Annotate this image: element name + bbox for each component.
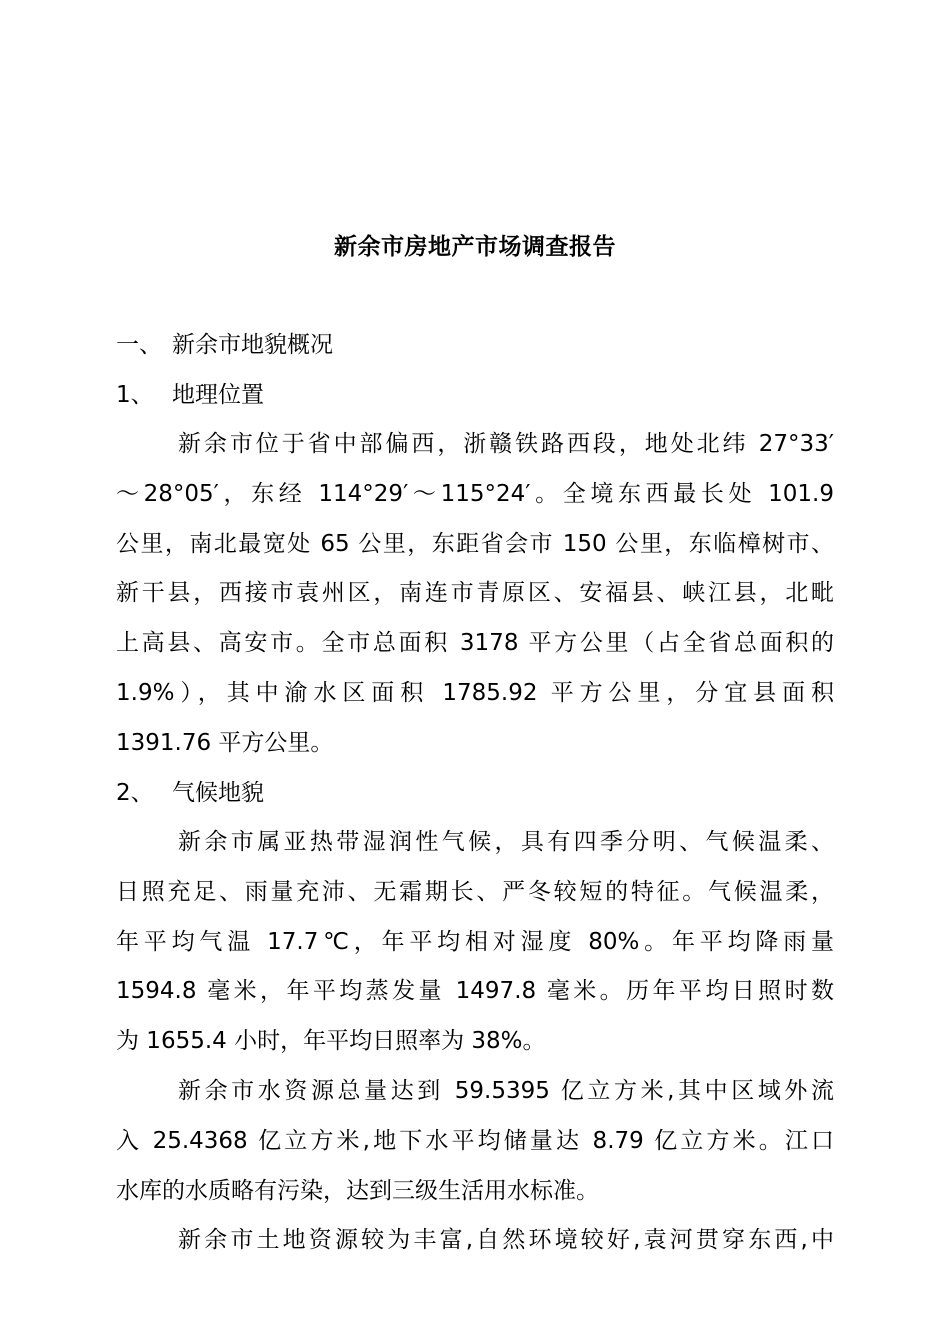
text-line: 新干县，西接市袁州区，南连市青原区、安福县、峡江县，北毗 [116,580,834,607]
subsection-number: 2、 [116,780,154,806]
section-heading-1 [116,330,333,360]
text-line: 1391.76 平方公里。 [116,729,334,756]
text-line: 新余市水资源总量达到 59.5395 亿立方米,其中区域外流 [178,1078,834,1104]
paragraph-geography [116,420,834,769]
text-line: 新余市土地资源较为丰富,自然环境较好,袁河贯穿东西,中 [178,1227,834,1253]
text-line: 1.9%），其中渝水区面积 1785.92 平方公里，分宜县面积 [116,679,834,706]
subsection-heading-2 [116,778,264,808]
text-line: 1594.8 毫米，年平均蒸发量 1497.8 毫米。历年平均日照时数 [116,978,834,1005]
text-line: 新余市属亚热带湿润性气候，具有四季分明、气候温柔、 [178,829,834,855]
text-line: 日照充足、雨量充沛、无霜期长、严冬较短的特征。气候温柔， [116,878,834,905]
text-line: 年平均气温 17.7℃，年平均相对湿度 80%。年平均降雨量 [116,928,834,955]
subsection-title: 气候地貌 [172,780,264,806]
text-line: 公里，南北最宽处 65 公里，东距省会市 150 公里，东临樟树市、 [116,530,834,557]
text-line: ～28°05′，东经 114°29′～115°24′。全境东西最长处 101.9 [116,480,834,507]
paragraph-land [116,1216,834,1266]
subsection-title: 地理位置 [172,382,264,408]
subsection-number: 1、 [116,382,154,408]
text-line: 上高县、高安市。全市总面积 3178 平方公里（占全省总面积的 [116,630,834,657]
subsection-heading-1 [116,380,264,410]
document-title: 新余市房地产市场调查报告 [334,234,616,260]
paragraph-climate [116,818,834,1067]
text-line: 水库的水质略有污染，达到三级生活用水标准。 [116,1177,599,1204]
text-line: 新余市位于省中部偏西，浙赣铁路西段，地处北纬 27°33′ [178,431,834,457]
section-title: 新余市地貌概况 [172,332,333,358]
paragraph-water [116,1067,834,1216]
text-line: 为 1655.4 小时，年平均日照率为 38%。 [116,1028,546,1055]
section-number: 一、 [116,332,162,358]
text-line: 入 25.4368 亿立方米,地下水平均储量达 8.79 亿立方米。江口 [116,1127,834,1154]
